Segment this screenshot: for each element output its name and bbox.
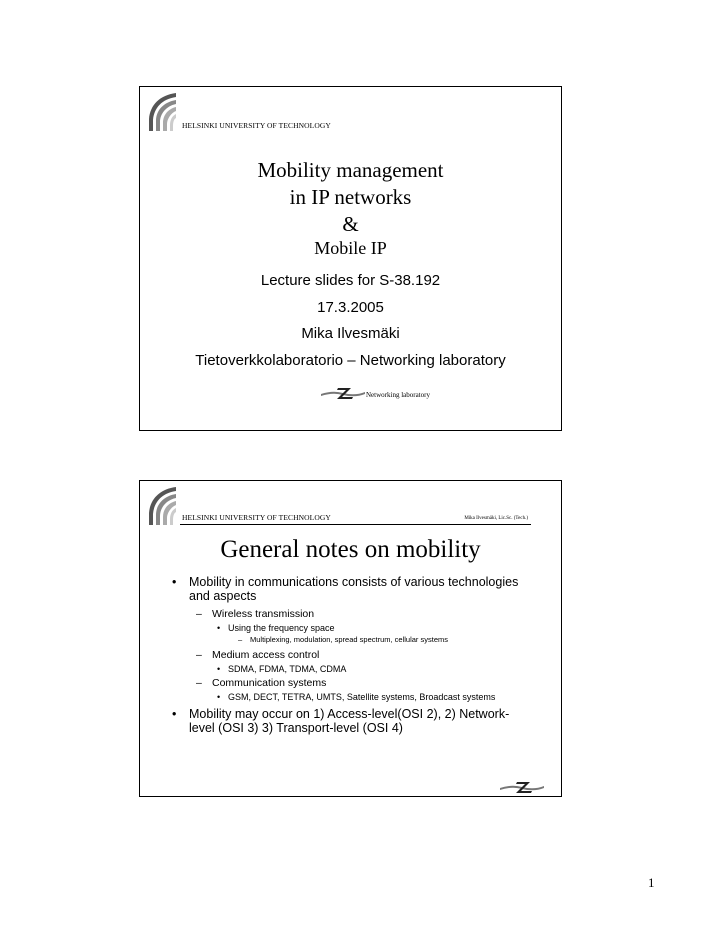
- slide-subtitle: Mobile IP: [314, 238, 387, 258]
- bullet-mark: –: [238, 635, 243, 645]
- header-divider: [180, 524, 531, 525]
- bullet-item: [172, 608, 532, 620]
- bullet-text: Multiplexing, modulation, spread spectrum, cellular systems: [250, 635, 448, 645]
- bullet-mark: •: [217, 622, 221, 633]
- institution-name: HELSINKI UNIVERSITY OF TECHNOLOGY: [182, 513, 331, 522]
- title-slide: [139, 86, 562, 431]
- lab-logo-icon: [500, 780, 544, 794]
- ampersand: &: [342, 212, 359, 236]
- university-logo-icon: [146, 91, 180, 133]
- author-credit: Mika Ilvesmäki, Lic.Sc. (Tech.): [464, 516, 528, 521]
- page-number: 1: [648, 875, 655, 890]
- author-name: Mika Ilvesmäki: [301, 325, 400, 342]
- footer-label: Networking laboratory: [366, 391, 430, 399]
- bullet-list: [172, 575, 532, 739]
- bullet-mark: •: [172, 706, 177, 721]
- bullet-text: SDMA, FDMA, TDMA, CDMA: [228, 663, 347, 674]
- bullet-text: Communication systems: [212, 677, 327, 690]
- bullet-item: [172, 677, 532, 689]
- institution-name: HELSINKI UNIVERSITY OF TECHNOLOGY: [182, 121, 331, 130]
- slide-title-line1: Mobility management: [257, 158, 444, 182]
- bullet-text: GSM, DECT, TETRA, UMTS, Satellite systems, Broadcast systems: [228, 692, 496, 703]
- bullet-item: [172, 692, 532, 702]
- laboratory-name: Tietoverkkolaboratorio – Networking laboratory: [195, 352, 506, 369]
- bullet-item: [172, 623, 532, 633]
- bullet-text: Mobility may occur on 1) Access-level(OSI 2), 2) Network-level (OSI 3) 3) Transport-level (OSI 4): [189, 706, 510, 735]
- slide-title: General notes on mobility: [220, 536, 481, 563]
- lab-logo-icon: [321, 386, 365, 400]
- lecture-date: 17.3.2005: [317, 299, 384, 316]
- bullet-mark: –: [196, 677, 202, 690]
- bullet-mark: •: [172, 575, 177, 589]
- bullet-item: [172, 575, 532, 604]
- bullet-item: [172, 707, 532, 736]
- bullet-item: [172, 649, 532, 661]
- bullet-mark: –: [196, 607, 202, 620]
- slide-title-line2: in IP networks: [289, 185, 412, 209]
- university-logo-icon: [146, 485, 180, 527]
- content-slide: [139, 480, 562, 797]
- bullet-mark: •: [217, 663, 221, 674]
- bullet-text: Mobility in communications consists of various technologies and aspects: [189, 575, 519, 604]
- bullet-mark: –: [196, 648, 202, 661]
- lecture-code: Lecture slides for S-38.192: [260, 272, 441, 289]
- bullet-text: Wireless transmission: [212, 607, 315, 620]
- bullet-text: Medium access control: [212, 648, 320, 661]
- bullet-item: [172, 636, 532, 645]
- bullet-text: Using the frequency space: [228, 622, 335, 633]
- bullet-mark: •: [217, 692, 221, 703]
- bullet-item: [172, 664, 532, 674]
